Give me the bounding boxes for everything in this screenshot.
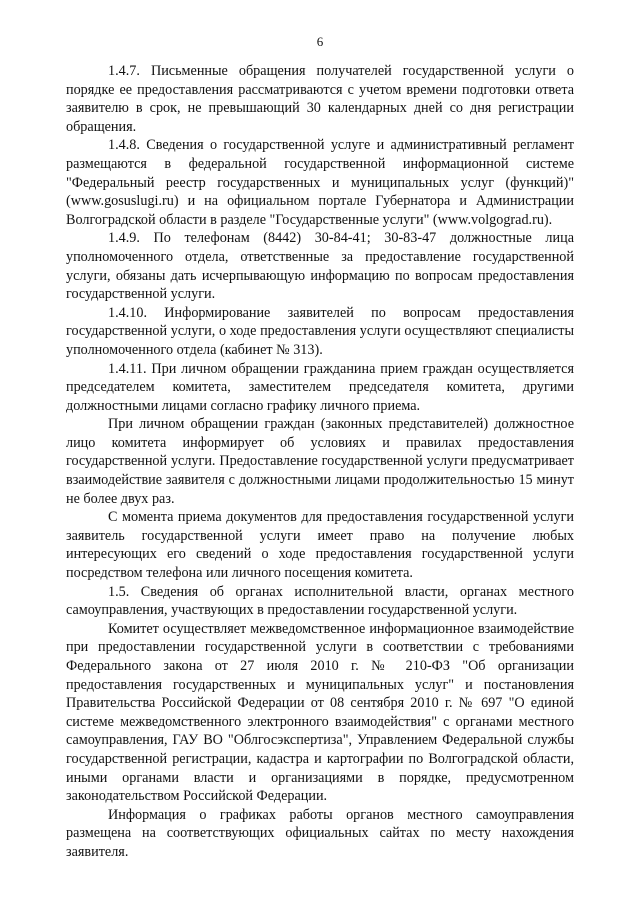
paragraph-interagency-interaction: Комитет осуществляет межведомственное информационное взаимодействие при предоставлении государственной услуги в соответствии с требованиями Федерального закона от 27 июля 2010 г. № 210-ФЗ "Об организации предоставления государственных и муниципальных услуг" и постановления Правительства Российской Федерации от 08 сентября 2010 г. № 697 "О единой системе межведомственного электронного взаимодействия" с органами местного самоуправления, ГАУ ВО "Облгосэкспертиза", Управлением Федеральной службы государственной регистрации, кадастра и картографии по Волгоградской области, иными органами власти и организациями в порядке, предусмотренном законодательством Российской Федерации. bbox=[66, 620, 574, 805]
paragraph-1-4-7: 1.4.7. Письменные обращения получателей государственной услуги о порядке ее предоставления рассматриваются с учетом времени подготовки ответа заявителю в срок, не превышающий 30 календарных дней со дня регистрации обращения. bbox=[66, 63, 574, 135]
document-body bbox=[66, 62, 574, 862]
paragraph-work-schedules: Информация о графиках работы органов местного самоуправления размещена на соответствующих официальных сайтах по месту нахождения заявителя. bbox=[66, 806, 574, 860]
paragraph-1-4-8: 1.4.8. Сведения о государственной услуге и административный регламент размещаются в федеральной государственной информационной системе "Федеральный реестр государственных и муниципальных услуг (функций)" (www.gosuslugi.ru) и на официальном портале Губернатора и Администрации Волгоградской области в разделе "Государственные услуги" (www.volgograd.ru). bbox=[66, 137, 574, 228]
paragraph-1-5: 1.5. Сведения об органах исполнительной власти, органах местного самоуправления, участвующих в предоставлении государственной услуги. bbox=[66, 583, 574, 619]
paragraph-1-4-10: 1.4.10. Информирование заявителей по вопросам предоставления государственной услуги, о ходе предоставления услуги осуществляют специалисты уполномоченного отдела (кабинет № 313). bbox=[66, 304, 574, 358]
paragraph-1-4-11: 1.4.11. При личном обращении гражданина прием граждан осуществляется председателем комитета, заместителем председателя комитета, другими должностными лицами согласно графику личного приема. bbox=[66, 360, 574, 414]
paragraph-applicant-rights: С момента приема документов для предоставления государственной услуги заявитель государственной услуги имеет право на получение любых интересующих его сведений о ходе предоставления государственной услуги посредством телефона или личного посещения комитета. bbox=[66, 509, 574, 582]
page-number: 6 bbox=[316, 34, 324, 49]
paragraph-personal-visit: При личном обращении граждан (законных представителей) должностное лицо комитета информирует об условиях и правилах предоставления государственной услуги. Предоставление государственной услуги предусматривает взаимодействие заявителя с должностными лицами продолжительностью 15 минут не более двух раз. bbox=[66, 416, 574, 507]
paragraph-1-4-9: 1.4.9. По телефонам (8442) 30-84-41; 30-83-47 должностные лица уполномоченного отдела, ответственные за предоставление государственной услуги, обязаны дать исчерпывающую информацию по вопросам предоставления государственной услуги. bbox=[66, 230, 574, 303]
